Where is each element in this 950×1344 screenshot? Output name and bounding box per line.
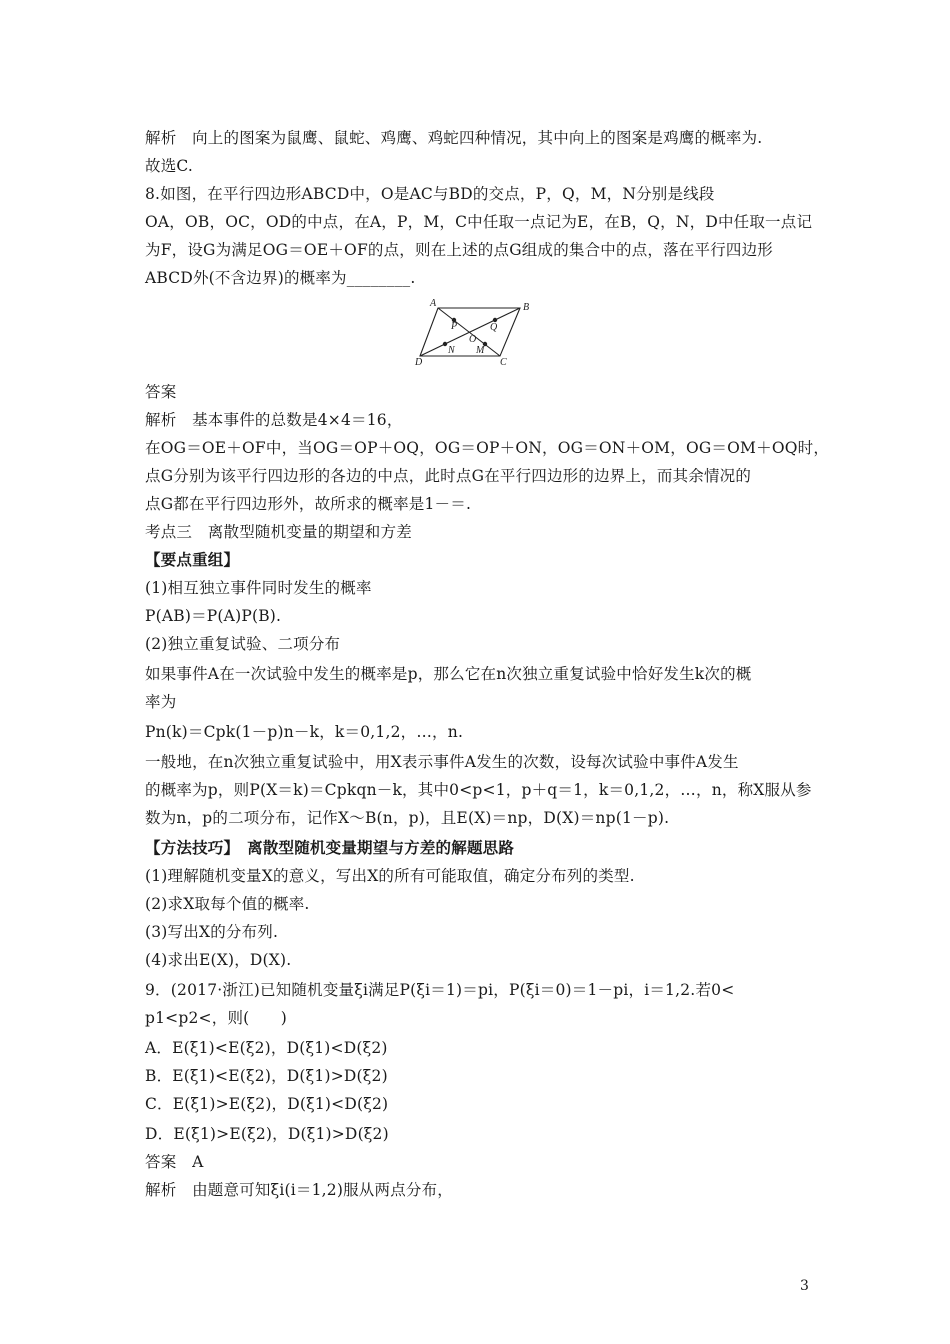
line-25: (2)求X取每个值的概率. xyxy=(145,895,310,913)
label-n: N xyxy=(448,345,455,356)
section-heading: 考点三 离散型随机变量的期望和方差 xyxy=(145,523,412,541)
line-4: OA，OB，OC，OD的中点，在A，P，M，C中任取一点记为E，在B，Q，N，D中任取一点记 xyxy=(145,213,813,231)
label-c: C xyxy=(500,357,507,368)
line-3: 8.如图，在平行四边形ABCD中，O是AC与BD的交点，P，Q，M，N分别是线段 xyxy=(145,185,715,203)
label-b: B xyxy=(523,302,530,313)
label-p: P xyxy=(451,321,458,332)
label-o: O xyxy=(469,334,477,345)
line-22: 数为n，p的二项分布，记作X～B(n，p)，且E(X)＝np，D(X)＝np(1－p). xyxy=(145,809,670,827)
page-number: 3 xyxy=(800,1278,809,1294)
line-8: 解析 基本事件的总数是4×4＝16， xyxy=(145,411,403,429)
point-n xyxy=(443,342,447,346)
line-27: (4)求出E(X)，D(X). xyxy=(145,951,292,969)
line-7: 答案 xyxy=(145,383,177,401)
label-d: D xyxy=(415,357,423,368)
line-18: 率为 xyxy=(145,693,177,711)
line-19: Pn(k)＝Cpk(1－p)n－k，k＝0,1,2，…，n. xyxy=(145,723,464,741)
line-26: (3)写出X的分布列. xyxy=(145,923,279,941)
key-points-heading: 【要点重组】 xyxy=(145,550,240,569)
line-6: ABCD外(不含边界)的概率为________. xyxy=(145,269,416,287)
line-29: p1<p2<，则( ) xyxy=(145,1009,288,1027)
line-35: 解析 由题意可知ξi(i＝1,2)服从两点分布， xyxy=(145,1181,453,1199)
parallelogram-figure xyxy=(410,296,540,368)
label-m: M xyxy=(476,345,485,356)
label-a: A xyxy=(430,298,437,309)
line-20: 一般地，在n次独立重复试验中，用X表示事件A发生的次数，设每次试验中事件A发生 xyxy=(145,753,739,771)
line-2: 故选C. xyxy=(145,157,194,175)
line-21: 的概率为p，则P(X＝k)＝Cpkqn－k，其中0<p<1，p＋q＝1，k＝0,1,2，…，n，称X服从参 xyxy=(145,781,812,799)
label-q: Q xyxy=(490,322,498,333)
line-10: 点G分别为该平行四边形的各边的中点，此时点G在平行四边形的边界上，而其余情况的 xyxy=(145,467,752,485)
line-15: P(AB)＝P(A)P(B). xyxy=(145,607,282,625)
line-1: 解析 向上的图案为鼠鹰、鼠蛇、鸡鹰、鸡蛇四种情况，其中向上的图案是鸡鹰的概率为. xyxy=(145,129,763,147)
option-c: C．E(ξ1)>E(ξ2)，D(ξ1)<D(ξ2) xyxy=(145,1095,389,1113)
line-17: 如果事件A在一次试验中发生的概率是p，那么它在n次独立重复试验中恰好发生k次的概 xyxy=(145,665,752,683)
line-16: (2)独立重复试验、二项分布 xyxy=(145,635,341,653)
line-9: 在OG＝OE＋OF中，当OG＝OP＋OQ，OG＝OP＋ON，OG＝ON＋OM，OG＝OM＋OQ时， xyxy=(145,439,830,457)
line-5: 为F，设G为满足OG＝OE＋OF的点，则在上述的点G组成的集合中的点，落在平行四边形 xyxy=(145,241,773,259)
option-b: B．E(ξ1)<E(ξ2)，D(ξ1)>D(ξ2) xyxy=(145,1067,388,1085)
option-d: D．E(ξ1)>E(ξ2)，D(ξ1)>D(ξ2) xyxy=(145,1125,389,1143)
line-34: 答案 A xyxy=(145,1153,204,1171)
line-11: 点G都在平行四边形外，故所求的概率是1－＝. xyxy=(145,495,472,513)
method-heading: 【方法技巧】 离散型随机变量期望与方差的解题思路 xyxy=(145,838,515,857)
line-28: 9．(2017·浙江)已知随机变量ξi满足P(ξi＝1)＝pi，P(ξi＝0)＝1－pi，i＝1,2.若0< xyxy=(145,981,735,999)
line-24: (1)理解随机变量X的意义，写出X的所有可能取值，确定分布列的类型. xyxy=(145,867,635,885)
option-a: A．E(ξ1)<E(ξ2)，D(ξ1)<D(ξ2) xyxy=(145,1039,388,1057)
line-14: (1)相互独立事件同时发生的概率 xyxy=(145,579,372,597)
